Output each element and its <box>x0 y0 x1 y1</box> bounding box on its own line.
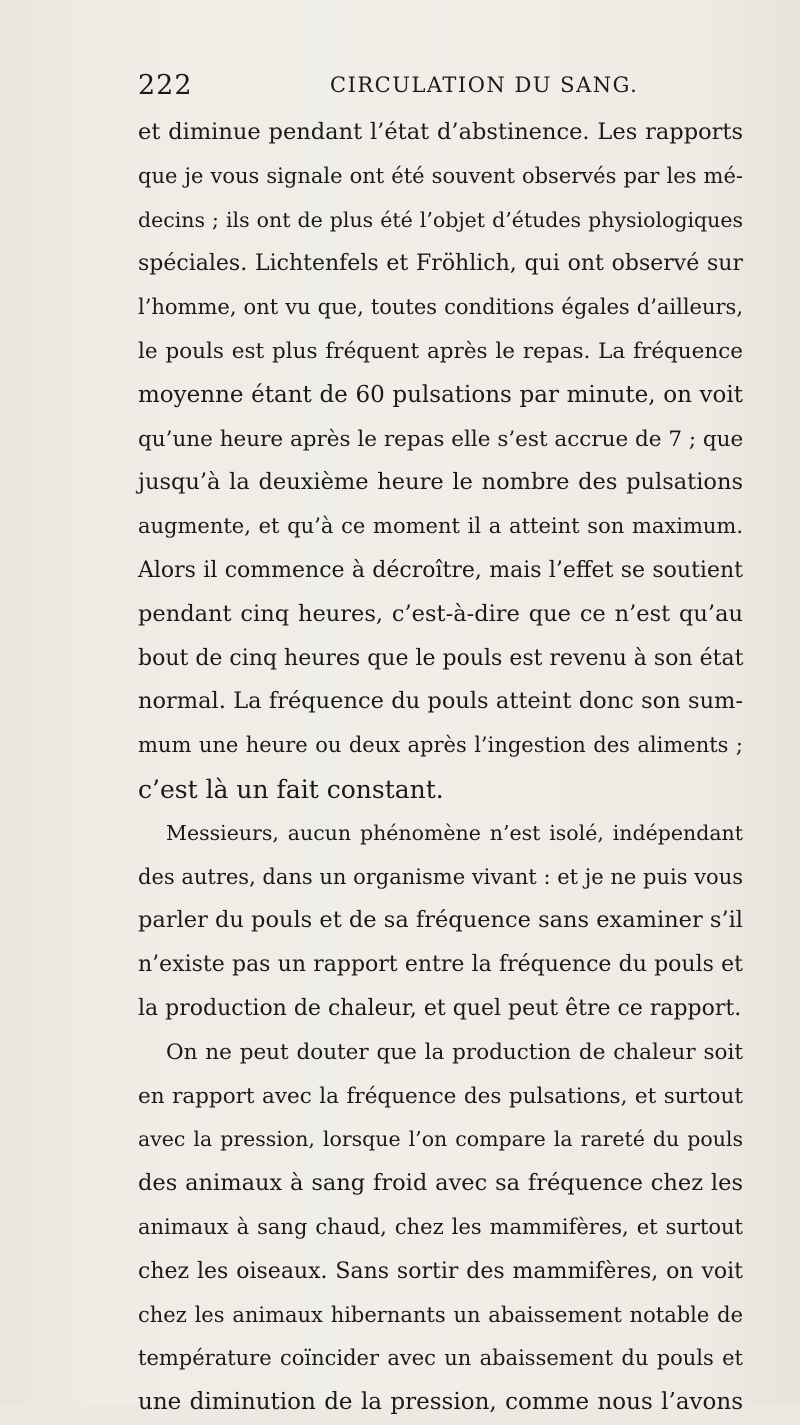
running-title: CIRCULATION DU SANG. <box>330 73 639 97</box>
text-line: une diminution de la pression, comme nous l’avons <box>138 1389 743 1416</box>
running-head <box>138 70 738 110</box>
text-line: moyenne étant de 60 pulsations par minute, on voit <box>138 381 743 408</box>
text-line: que je vous signale ont été souvent observés par les mé- <box>138 163 743 188</box>
text-line: Alors il commence à décroître, mais l’effet se soutient <box>138 557 743 583</box>
text-line: augmente, et qu’à ce moment il a atteint son maximum. <box>138 514 743 539</box>
text-line: c’est là un fait constant. <box>138 774 444 804</box>
text-line: qu’une heure après le repas elle s’est accrue de 7 ; que <box>138 426 744 452</box>
text-line: normal. La fréquence du pouls atteint donc son sum- <box>138 688 743 715</box>
text-line: On ne peut douter que la production de chaleur soit <box>166 1039 743 1065</box>
text-line: température coïncider avec un abaissement du pouls et <box>138 1346 743 1371</box>
text-line: des animaux à sang froid avec sa fréquence chez les <box>138 1170 743 1197</box>
text-line: l’homme, ont vu que, toutes conditions égales d’ailleurs, <box>138 295 743 320</box>
text-line: mum une heure ou deux après l’ingestion des aliments ; <box>138 733 743 758</box>
text-line: et diminue pendant l’état d’abstinence. Les rapports <box>138 119 743 145</box>
text-line: bout de cinq heures que le pouls est revenu à son état <box>138 645 744 671</box>
page-number: 222 <box>138 70 193 101</box>
text-line: avec la pression, lorsque l’on compare la rareté du pouls <box>138 1127 743 1152</box>
text-line: la production de chaleur, et quel peut être ce rapport. <box>138 995 742 1021</box>
text-line: n’existe pas un rapport entre la fréquence du pouls et <box>138 952 743 978</box>
text-line: parler du pouls et de sa fréquence sans examiner s’il <box>138 907 743 934</box>
body-text <box>138 111 743 1425</box>
text-line: Messieurs, aucun phénomène n’est isolé, indépendant <box>166 820 743 845</box>
text-line: decins ; ils ont de plus été l’objet d’études physiologiques <box>138 207 743 232</box>
text-line: pendant cinq heures, c’est-à-dire que ce n’est qu’au <box>138 600 743 627</box>
text-line: chez les oiseaux. Sans sortir des mammifères, on voit <box>138 1258 743 1284</box>
text-line: en rapport avec la fréquence des pulsations, et surtout <box>138 1083 743 1109</box>
text-line: animaux à sang chaud, chez les mammifères, et surtout <box>138 1214 743 1239</box>
text-line: des autres, dans un organisme vivant : et je ne puis vous <box>138 864 743 889</box>
text-line: spéciales. Lichtenfels et Fröhlich, qui ont observé sur <box>138 251 743 277</box>
text-line: jusqu’à la deuxième heure le nombre des pulsations <box>138 469 743 496</box>
text-line: le pouls est plus fréquent après le repas. La fréquence <box>138 338 743 364</box>
text-line: chez les animaux hibernants un abaissement notable de <box>138 1302 743 1327</box>
